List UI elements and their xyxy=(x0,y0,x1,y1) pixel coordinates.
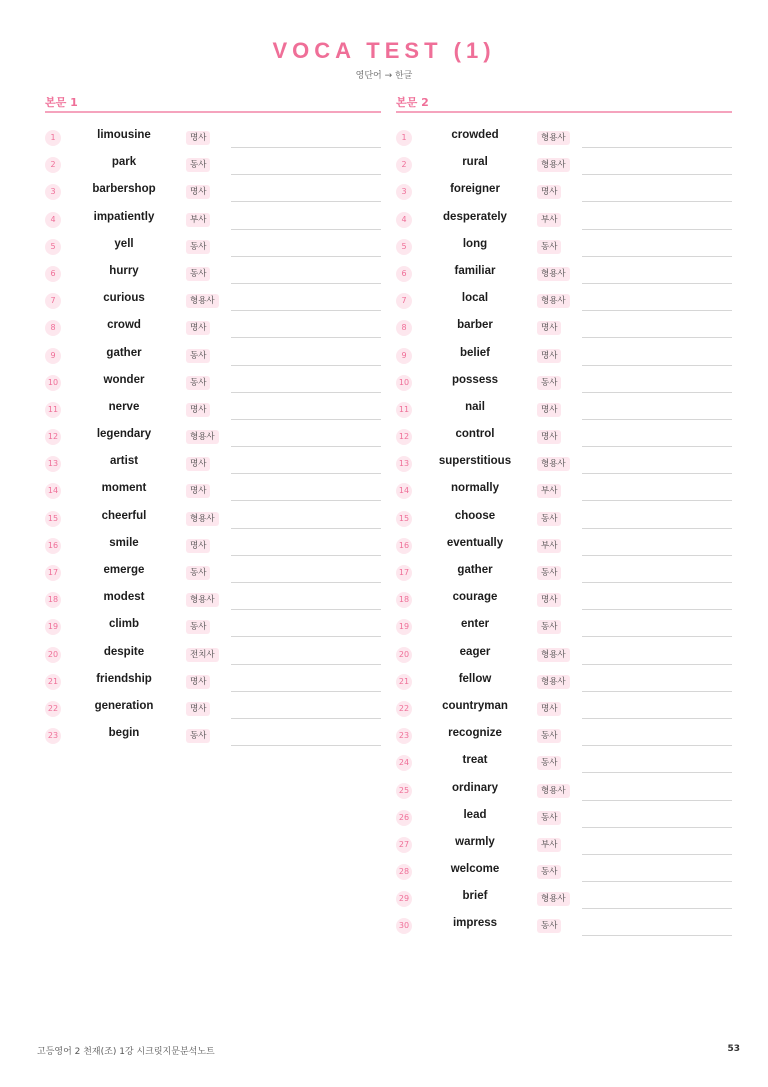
item-number: 17 xyxy=(45,565,61,581)
vocab-word: friendship xyxy=(96,672,152,685)
part-of-speech-badge: 동사 xyxy=(186,158,210,172)
section-1 xyxy=(45,94,381,750)
answer-line xyxy=(231,609,381,610)
vocab-row xyxy=(396,587,732,614)
item-number: 4 xyxy=(45,212,61,228)
vocab-row xyxy=(45,370,381,397)
part-of-speech-badge: 형용사 xyxy=(537,131,570,145)
vocab-word: wonder xyxy=(103,373,145,386)
item-number: 13 xyxy=(396,456,412,472)
vocab-word: smile xyxy=(109,536,139,549)
answer-line xyxy=(582,555,732,556)
vocab-word: local xyxy=(461,292,489,305)
vocab-word: generation xyxy=(94,699,154,712)
answer-line xyxy=(582,392,732,393)
answer-line xyxy=(231,664,381,665)
part-of-speech-badge: 형용사 xyxy=(537,784,570,798)
item-number: 3 xyxy=(396,184,412,200)
vocab-row xyxy=(45,179,381,206)
item-number: 13 xyxy=(45,456,61,472)
answer-line xyxy=(582,908,732,909)
vocab-word: enter xyxy=(460,618,490,631)
page-subtitle: 영단어 → 한글 xyxy=(355,71,413,81)
item-number: 7 xyxy=(396,293,412,309)
answer-line xyxy=(231,500,381,501)
answer-line xyxy=(582,718,732,719)
item-number: 16 xyxy=(45,538,61,554)
part-of-speech-badge: 부사 xyxy=(186,213,210,227)
vocab-word: gather xyxy=(106,346,142,359)
vocab-row xyxy=(396,859,732,886)
item-number: 12 xyxy=(396,429,412,445)
answer-line xyxy=(231,229,381,230)
vocab-word: gather xyxy=(457,564,493,576)
vocab-row xyxy=(45,288,381,315)
vocab-row xyxy=(396,560,732,587)
item-number: 27 xyxy=(396,837,412,853)
vocab-row xyxy=(45,587,381,614)
part-of-speech-badge: 동사 xyxy=(537,729,561,743)
vocab-row xyxy=(45,478,381,505)
vocab-row xyxy=(396,315,732,342)
part-of-speech-badge: 형용사 xyxy=(537,457,570,471)
vocab-row xyxy=(396,261,732,288)
part-of-speech-badge: 명사 xyxy=(186,131,210,145)
vocab-word: begin xyxy=(108,727,140,740)
item-number: 29 xyxy=(396,891,412,907)
item-number: 19 xyxy=(396,619,412,635)
vocab-word: long xyxy=(462,237,488,250)
item-number: 15 xyxy=(396,511,412,527)
answer-line xyxy=(231,691,381,692)
vocab-row xyxy=(45,451,381,478)
vocab-row xyxy=(396,125,732,152)
answer-line xyxy=(231,174,381,175)
vocab-word: possess xyxy=(451,373,499,386)
vocab-word: park xyxy=(111,156,137,169)
item-number: 9 xyxy=(396,348,412,364)
item-number: 18 xyxy=(396,592,412,608)
vocab-list xyxy=(396,125,732,941)
part-of-speech-badge: 형용사 xyxy=(537,294,570,308)
part-of-speech-badge: 명사 xyxy=(186,185,210,199)
vocab-row xyxy=(396,533,732,560)
part-of-speech-badge: 동사 xyxy=(537,240,561,254)
vocab-word: barbershop xyxy=(92,183,156,196)
part-of-speech-badge: 명사 xyxy=(537,403,561,417)
vocab-row xyxy=(396,343,732,370)
answer-line xyxy=(231,582,381,583)
vocab-word: emerge xyxy=(103,564,145,576)
part-of-speech-badge: 형용사 xyxy=(537,158,570,172)
part-of-speech-badge: 동사 xyxy=(537,376,561,390)
vocab-word: fellow xyxy=(458,672,492,685)
answer-line xyxy=(582,609,732,610)
answer-line xyxy=(582,935,732,936)
vocab-row xyxy=(396,886,732,913)
vocab-row xyxy=(396,696,732,723)
vocab-word: lead xyxy=(463,808,487,821)
vocab-word: crowd xyxy=(107,319,141,332)
item-number: 3 xyxy=(45,184,61,200)
part-of-speech-badge: 형용사 xyxy=(537,675,570,689)
vocab-word: welcome xyxy=(450,863,500,876)
answer-line xyxy=(231,310,381,311)
section-label: 본문 1 xyxy=(45,96,78,109)
vocab-row xyxy=(396,506,732,533)
item-number: 1 xyxy=(396,130,412,146)
part-of-speech-badge: 동사 xyxy=(186,729,210,743)
vocab-row xyxy=(45,424,381,451)
vocab-row xyxy=(396,152,732,179)
vocab-word: hurry xyxy=(109,264,139,277)
item-number: 28 xyxy=(396,864,412,880)
part-of-speech-badge: 명사 xyxy=(537,185,561,199)
vocab-word: familiar xyxy=(454,264,496,277)
vocab-row xyxy=(45,533,381,560)
section-divider xyxy=(396,111,732,113)
vocab-word: foreigner xyxy=(450,183,500,196)
item-number: 10 xyxy=(45,375,61,391)
vocab-list xyxy=(45,125,381,750)
vocab-row xyxy=(45,560,381,587)
vocab-word: limousine xyxy=(97,129,151,141)
vocab-row xyxy=(396,642,732,669)
vocab-row xyxy=(45,614,381,641)
vocab-row xyxy=(396,397,732,424)
vocab-word: warmly xyxy=(455,835,495,848)
answer-line xyxy=(231,365,381,366)
part-of-speech-badge: 명사 xyxy=(537,349,561,363)
answer-line xyxy=(231,636,381,637)
item-number: 26 xyxy=(396,810,412,826)
vocab-word: impatiently xyxy=(93,210,155,223)
vocab-word: belief xyxy=(459,346,491,359)
part-of-speech-badge: 형용사 xyxy=(537,892,570,906)
answer-line xyxy=(582,827,732,828)
vocab-row xyxy=(45,343,381,370)
vocab-word: countryman xyxy=(442,699,508,712)
vocab-word: artist xyxy=(109,455,139,468)
item-number: 2 xyxy=(396,157,412,173)
part-of-speech-badge: 명사 xyxy=(186,321,210,335)
vocab-word: control xyxy=(455,428,495,441)
vocab-row xyxy=(45,696,381,723)
part-of-speech-badge: 명사 xyxy=(186,539,210,553)
part-of-speech-badge: 형용사 xyxy=(537,648,570,662)
item-number: 15 xyxy=(45,511,61,527)
item-number: 20 xyxy=(396,647,412,663)
part-of-speech-badge: 명사 xyxy=(537,593,561,607)
part-of-speech-badge: 부사 xyxy=(537,213,561,227)
item-number: 2 xyxy=(45,157,61,173)
part-of-speech-badge: 동사 xyxy=(186,240,210,254)
answer-line xyxy=(231,745,381,746)
answer-line xyxy=(582,473,732,474)
part-of-speech-badge: 동사 xyxy=(186,566,210,580)
part-of-speech-badge: 명사 xyxy=(186,702,210,716)
vocab-word: barber xyxy=(457,319,493,332)
item-number: 6 xyxy=(396,266,412,282)
part-of-speech-badge: 명사 xyxy=(186,457,210,471)
vocab-word: curious xyxy=(103,292,145,305)
part-of-speech-badge: 명사 xyxy=(186,403,210,417)
item-number: 23 xyxy=(45,728,61,744)
vocab-row xyxy=(396,723,732,750)
answer-line xyxy=(582,419,732,420)
item-number: 8 xyxy=(396,320,412,336)
item-number: 5 xyxy=(45,239,61,255)
part-of-speech-badge: 동사 xyxy=(537,865,561,879)
part-of-speech-badge: 명사 xyxy=(537,321,561,335)
answer-line xyxy=(231,419,381,420)
part-of-speech-badge: 동사 xyxy=(186,376,210,390)
item-number: 5 xyxy=(396,239,412,255)
part-of-speech-badge: 동사 xyxy=(537,811,561,825)
vocab-row xyxy=(396,913,732,940)
item-number: 14 xyxy=(396,483,412,499)
answer-line xyxy=(582,283,732,284)
answer-line xyxy=(582,745,732,746)
vocab-word: despite xyxy=(103,645,145,658)
answer-line xyxy=(231,446,381,447)
page-number: 53 xyxy=(727,1044,740,1054)
item-number: 10 xyxy=(396,375,412,391)
part-of-speech-badge: 동사 xyxy=(537,566,561,580)
item-number: 6 xyxy=(45,266,61,282)
vocab-word: crowded xyxy=(451,129,499,141)
item-number: 4 xyxy=(396,212,412,228)
answer-line xyxy=(582,337,732,338)
part-of-speech-badge: 형용사 xyxy=(186,593,219,607)
part-of-speech-badge: 부사 xyxy=(537,484,561,498)
item-number: 20 xyxy=(45,647,61,663)
answer-line xyxy=(231,147,381,148)
vocab-row xyxy=(396,288,732,315)
section-2 xyxy=(396,94,732,941)
vocab-row xyxy=(396,614,732,641)
vocab-word: nail xyxy=(465,400,485,413)
vocab-row xyxy=(45,125,381,152)
part-of-speech-badge: 동사 xyxy=(537,620,561,634)
vocab-row xyxy=(396,750,732,777)
part-of-speech-badge: 부사 xyxy=(537,838,561,852)
vocab-row xyxy=(396,234,732,261)
vocab-word: cheerful xyxy=(101,509,147,522)
item-number: 1 xyxy=(45,130,61,146)
part-of-speech-badge: 명사 xyxy=(186,675,210,689)
part-of-speech-badge: 동사 xyxy=(186,620,210,634)
answer-line xyxy=(582,310,732,311)
answer-line xyxy=(231,337,381,338)
answer-line xyxy=(231,555,381,556)
page-title: VOCA TEST (1) xyxy=(272,38,496,63)
vocab-word: eager xyxy=(459,645,491,658)
item-number: 14 xyxy=(45,483,61,499)
vocab-word: modest xyxy=(103,591,145,604)
item-number: 25 xyxy=(396,783,412,799)
footer-book-title: 고등영어 2 천재(조) 1강 시크릿지문분석노트 xyxy=(37,1047,215,1057)
vocab-row xyxy=(396,179,732,206)
answer-line xyxy=(582,881,732,882)
part-of-speech-badge: 동사 xyxy=(537,512,561,526)
part-of-speech-badge: 형용사 xyxy=(537,267,570,281)
vocab-word: recognize xyxy=(448,727,502,740)
vocab-row xyxy=(45,207,381,234)
answer-line xyxy=(231,283,381,284)
item-number: 21 xyxy=(45,674,61,690)
part-of-speech-badge: 전치사 xyxy=(186,648,219,662)
vocab-word: normally xyxy=(451,482,499,495)
vocab-row xyxy=(45,642,381,669)
item-number: 30 xyxy=(396,918,412,934)
answer-line xyxy=(582,691,732,692)
part-of-speech-badge: 명사 xyxy=(186,484,210,498)
vocab-row xyxy=(396,424,732,451)
vocab-word: nerve xyxy=(108,400,140,413)
vocab-word: yell xyxy=(114,237,134,250)
item-number: 17 xyxy=(396,565,412,581)
vocab-row xyxy=(45,506,381,533)
answer-line xyxy=(582,229,732,230)
answer-line xyxy=(231,473,381,474)
answer-line xyxy=(582,174,732,175)
part-of-speech-badge: 동사 xyxy=(186,349,210,363)
part-of-speech-badge: 형용사 xyxy=(186,294,219,308)
item-number: 7 xyxy=(45,293,61,309)
vocab-word: rural xyxy=(462,156,488,169)
answer-line xyxy=(582,365,732,366)
item-number: 24 xyxy=(396,755,412,771)
item-number: 18 xyxy=(45,592,61,608)
vocab-row xyxy=(45,723,381,750)
vocab-word: impress xyxy=(452,917,498,930)
vocab-row xyxy=(45,152,381,179)
section-label: 본문 2 xyxy=(396,96,429,109)
part-of-speech-badge: 형용사 xyxy=(186,430,219,444)
vocab-row xyxy=(396,478,732,505)
item-number: 21 xyxy=(396,674,412,690)
part-of-speech-badge: 명사 xyxy=(537,430,561,444)
answer-line xyxy=(582,664,732,665)
vocab-word: courage xyxy=(452,591,498,604)
vocab-row xyxy=(396,669,732,696)
item-number: 8 xyxy=(45,320,61,336)
vocab-word: eventually xyxy=(446,536,504,549)
answer-line xyxy=(231,718,381,719)
answer-line xyxy=(582,800,732,801)
vocab-row xyxy=(396,207,732,234)
vocab-row xyxy=(396,832,732,859)
vocab-word: desperately xyxy=(443,210,507,223)
item-number: 12 xyxy=(45,429,61,445)
vocab-row xyxy=(45,261,381,288)
vocab-row xyxy=(396,778,732,805)
item-number: 22 xyxy=(396,701,412,717)
vocab-row xyxy=(45,669,381,696)
answer-line xyxy=(231,201,381,202)
answer-line xyxy=(582,256,732,257)
part-of-speech-badge: 명사 xyxy=(537,702,561,716)
answer-line xyxy=(231,528,381,529)
vocab-word: choose xyxy=(454,509,496,522)
vocab-row xyxy=(45,234,381,261)
item-number: 11 xyxy=(396,402,412,418)
section-divider xyxy=(45,111,381,113)
vocab-word: treat xyxy=(462,754,488,767)
item-number: 19 xyxy=(45,619,61,635)
vocab-word: moment xyxy=(101,482,147,495)
vocab-word: climb xyxy=(108,618,140,631)
vocab-word: superstitious xyxy=(438,455,512,468)
answer-line xyxy=(582,528,732,529)
vocab-row xyxy=(45,397,381,424)
answer-line xyxy=(582,582,732,583)
answer-line xyxy=(582,854,732,855)
vocab-word: ordinary xyxy=(451,781,498,794)
vocab-row xyxy=(45,315,381,342)
answer-line xyxy=(582,636,732,637)
vocab-word: legendary xyxy=(96,428,152,441)
item-number: 9 xyxy=(45,348,61,364)
part-of-speech-badge: 동사 xyxy=(186,267,210,281)
item-number: 22 xyxy=(45,701,61,717)
answer-line xyxy=(231,256,381,257)
item-number: 23 xyxy=(396,728,412,744)
answer-line xyxy=(582,772,732,773)
vocab-row xyxy=(396,370,732,397)
answer-line xyxy=(582,201,732,202)
answer-line xyxy=(582,500,732,501)
part-of-speech-badge: 부사 xyxy=(537,539,561,553)
vocab-row xyxy=(396,451,732,478)
part-of-speech-badge: 동사 xyxy=(537,756,561,770)
answer-line xyxy=(582,147,732,148)
vocab-row xyxy=(396,805,732,832)
answer-line xyxy=(231,392,381,393)
vocab-word: brief xyxy=(462,890,488,903)
part-of-speech-badge: 형용사 xyxy=(186,512,219,526)
answer-line xyxy=(582,446,732,447)
item-number: 11 xyxy=(45,402,61,418)
part-of-speech-badge: 동사 xyxy=(537,919,561,933)
item-number: 16 xyxy=(396,538,412,554)
